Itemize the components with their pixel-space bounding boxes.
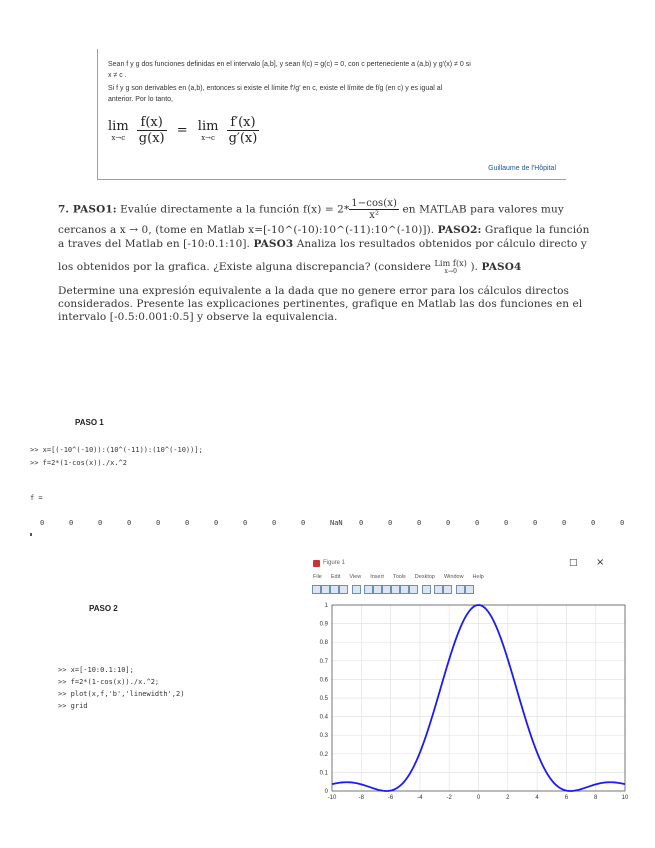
link-icon[interactable] bbox=[422, 585, 431, 594]
close-button[interactable]: × bbox=[596, 557, 605, 568]
paso2-cmd-2: >> f=2*(1-cos(x))./x.^2; bbox=[58, 678, 160, 686]
zoom-out-icon[interactable] bbox=[373, 585, 382, 594]
figure-window bbox=[307, 558, 628, 800]
y-tick-label: 0.8 bbox=[319, 640, 328, 647]
problem-line-4: los obtenidos por la grafica. ¿Existe alguna discrepancia? (considere Lim f(x) x→0 ). PASO4 bbox=[58, 259, 522, 275]
dock-icon[interactable] bbox=[465, 585, 474, 594]
result-value: 0 bbox=[272, 519, 277, 527]
problem-line-7: intervalo [-0.5:0.001:0.5] y observe la equivalencia. bbox=[58, 311, 338, 323]
paso2-cmd-3: >> plot(x,f,'b','linewidth',2) bbox=[58, 690, 185, 698]
x-tick-label: 2 bbox=[506, 795, 510, 800]
theorem-line-1b: x ≠ c . bbox=[108, 72, 127, 79]
result-value: 0 bbox=[156, 519, 161, 527]
menu-item-tools[interactable]: Tools bbox=[392, 574, 406, 580]
paso1-result-label: f = bbox=[30, 494, 43, 502]
theorem-line-2: Si f y g son derivables en (a,b), entonces si existe el límite f'/g' en c, existe el límite de f/g (en c) y es igual al bbox=[108, 85, 443, 92]
result-value: 0 bbox=[533, 519, 538, 527]
console-cursor bbox=[30, 533, 32, 536]
result-value: 0 bbox=[185, 519, 190, 527]
y-tick-label: 1 bbox=[324, 603, 328, 609]
result-value: 0 bbox=[214, 519, 219, 527]
pointer-icon[interactable] bbox=[352, 585, 361, 594]
figure-titlebar bbox=[307, 558, 628, 570]
menu-item-file[interactable]: File bbox=[313, 574, 322, 580]
result-value: 0 bbox=[243, 519, 248, 527]
pan-icon[interactable] bbox=[382, 585, 391, 594]
y-tick-label: 0.4 bbox=[319, 714, 328, 721]
result-value: 0 bbox=[591, 519, 596, 527]
x-tick-label: -4 bbox=[417, 795, 423, 800]
new-figure-icon[interactable] bbox=[312, 585, 321, 594]
problem-line-3: a traves del Matlab en [-10:0.1:10]. PASO3 Analiza los resultados obtenidos por cálculo directo y bbox=[58, 238, 587, 250]
problem-line-6: considerados. Presente las explicaciones pertinentes, grafique en Matlab las dos funciones en el bbox=[58, 298, 583, 310]
x-tick-label: -2 bbox=[446, 795, 452, 800]
y-tick-label: 0.6 bbox=[319, 677, 328, 684]
minimize-button[interactable]: □ bbox=[569, 558, 578, 568]
problem-line-1: 7. PASO1: Evalúe directamente a la función f(x) = 2* $\frac{1-\cos(x)}{\text{x²}}$ en MATLAB para valores muy bbox=[58, 198, 564, 221]
open-icon[interactable] bbox=[321, 585, 330, 594]
data-cursor-icon[interactable] bbox=[400, 585, 409, 594]
signature: Guillaume de l'Hôpital bbox=[488, 165, 556, 172]
result-value: 0 bbox=[69, 519, 74, 527]
figure-menubar bbox=[313, 574, 493, 580]
y-tick-label: 0.2 bbox=[319, 751, 328, 758]
zoom-in-icon[interactable] bbox=[364, 585, 373, 594]
result-value: 0 bbox=[446, 519, 451, 527]
y-tick-label: 0 bbox=[324, 789, 328, 795]
plot-area bbox=[307, 595, 628, 800]
theorem-line-2b: anterior. Por lo tanto, bbox=[108, 96, 173, 103]
rotate-icon[interactable] bbox=[391, 585, 400, 594]
x-tick-label: 6 bbox=[564, 795, 569, 800]
y-tick-label: 0.1 bbox=[319, 770, 328, 777]
menu-item-view[interactable]: View bbox=[349, 574, 362, 580]
x-tick-label: 10 bbox=[621, 795, 628, 800]
result-value: 0 bbox=[504, 519, 509, 527]
paso1-cmd-1: >> x=[(-10^(-10)):(10^(-11)):(10^(-10))]; bbox=[30, 446, 203, 454]
result-value: 0 bbox=[40, 519, 45, 527]
brush-icon[interactable] bbox=[409, 585, 418, 594]
hide-tools-icon[interactable] bbox=[456, 585, 465, 594]
print-icon[interactable] bbox=[339, 585, 348, 594]
x-tick-label: -6 bbox=[387, 795, 394, 800]
result-value: 0 bbox=[620, 519, 625, 527]
menu-item-window[interactable]: Window bbox=[443, 574, 464, 580]
y-tick-label: 0.9 bbox=[319, 621, 328, 628]
legend-icon[interactable] bbox=[443, 585, 452, 594]
result-value: 0 bbox=[417, 519, 422, 527]
y-tick-label: 0.7 bbox=[319, 658, 328, 665]
lhopital-formula: lim x→c $\frac{f(x)}{g(x)}$ = lim x→c $\frac{f'(x)}{g'(x)}$ bbox=[108, 115, 258, 146]
result-value: 0 bbox=[475, 519, 480, 527]
menu-item-insert[interactable]: Insert bbox=[370, 574, 384, 580]
x-tick-label: -10 bbox=[327, 795, 337, 800]
colorbar-icon[interactable] bbox=[434, 585, 443, 594]
matlab-logo-icon bbox=[313, 560, 320, 567]
paso1-heading: PASO 1 bbox=[75, 418, 104, 427]
result-value: 0 bbox=[127, 519, 132, 527]
menu-item-edit[interactable]: Edit bbox=[330, 574, 341, 580]
result-value: NaN bbox=[330, 519, 343, 527]
paso2-heading: PASO 2 bbox=[89, 604, 118, 613]
menu-item-help[interactable]: Help bbox=[472, 574, 484, 580]
result-value: 0 bbox=[301, 519, 306, 527]
paso1-result-values bbox=[40, 519, 640, 529]
result-value: 0 bbox=[562, 519, 567, 527]
result-value: 0 bbox=[359, 519, 364, 527]
x-tick-label: -8 bbox=[358, 795, 364, 800]
save-icon[interactable] bbox=[330, 585, 339, 594]
result-value: 0 bbox=[388, 519, 393, 527]
x-tick-label: 0 bbox=[476, 795, 481, 800]
figure-toolbar bbox=[312, 585, 612, 594]
menu-item-desktop[interactable]: Desktop bbox=[414, 574, 435, 580]
paso2-cmd-1: >> x=[-10:0.1:10]; bbox=[58, 666, 134, 674]
paso2-cmd-4: >> grid bbox=[58, 702, 88, 710]
theorem-line-1: Sean f y g dos funciones definidas en el intervalo [a,b], y sean f(c) = g(c) = 0, con c perteneciente a (a,b) y g'(x) ≠ 0 si bbox=[108, 61, 471, 68]
lhopital-theorem-box bbox=[97, 49, 566, 180]
problem-line-5: Determine una expresión equivalente a la dada que no genere error para los cálculos directos bbox=[58, 285, 570, 297]
x-tick-label: 4 bbox=[535, 795, 539, 800]
result-value: 0 bbox=[98, 519, 103, 527]
paso1-cmd-2: >> f=2*(1-cos(x))./x.^2 bbox=[30, 459, 127, 467]
y-tick-label: 0.5 bbox=[319, 696, 328, 702]
figure-title: Figure 1 bbox=[323, 560, 346, 566]
y-tick-label: 0.3 bbox=[319, 733, 328, 740]
problem-line-2: cercanos a x → 0, (tome en Matlab x=[-10^(-10):10^(-11):10^(-10)]). PASO2: Grafique la función bbox=[58, 224, 590, 236]
x-tick-label: 8 bbox=[594, 795, 598, 800]
